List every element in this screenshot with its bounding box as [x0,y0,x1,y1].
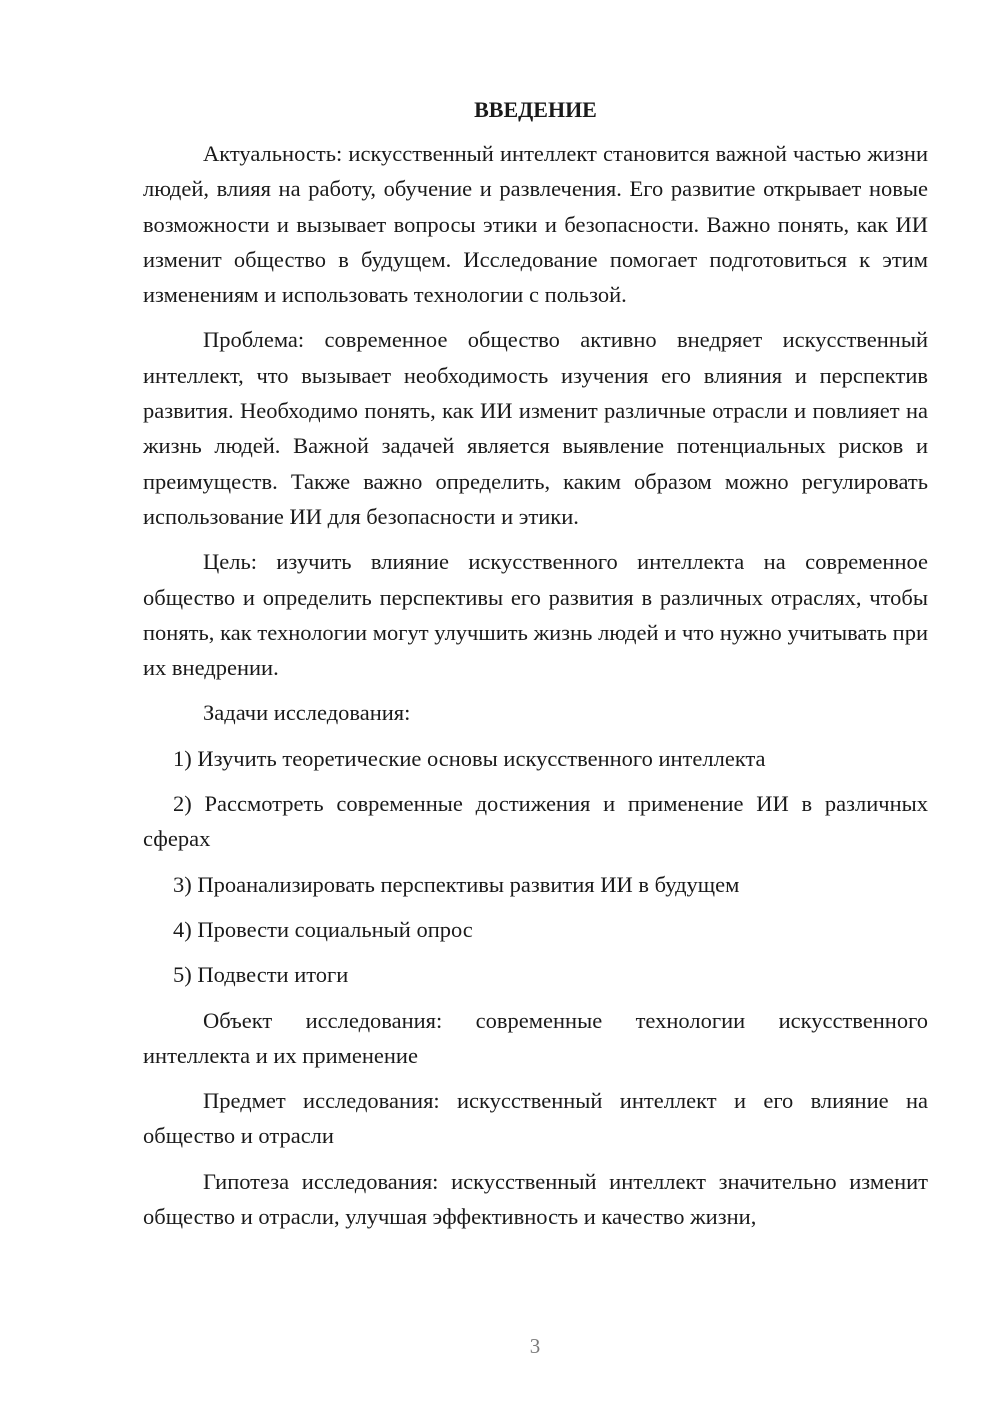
page-content [143,94,928,1234]
task-item-1: 1) Изучить теоретические основы искусственного интеллекта [173,745,766,771]
page-number: 3 [529,1334,541,1358]
task-item-5: 5) Подвести итоги [173,962,349,988]
task-item-3: 3) Проанализировать перспективы развития ИИ в будущем [173,871,740,897]
hypothesis-paragraph: Гипотеза исследования: искусственный интеллект значительно изменит общество и отрасли, улучшая эффективность и качество жизни, [143,1168,928,1230]
task-item-4: 4) Провести социальный опрос [173,916,473,942]
task-item-2: 2) Рассмотреть современные достижения и применение ИИ в различных сферах [143,791,928,852]
problem-paragraph: Проблема: современное общество активно внедряет искусственный интеллект, что вызывает необходимость изучения его влияния и перспектив развития. Необходимо понять, как ИИ изменит различные отрасли и повлияет на жизнь людей. Важной задачей является выявление потенциальных рисков и преимуществ. Также важно определить, каким образом можно регулировать использование ИИ для безопасности и этики. [143,327,928,529]
subject-paragraph: Предмет исследования: искусственный интеллект и его влияние на общество и отрасли [143,1088,928,1149]
relevance-paragraph: Актуальность: искусственный интеллект становится важной частью жизни людей, влияя на работу, обучение и развлечения. Его развитие открывает новые возможности и вызывает вопросы этики и безопасности. Важно понять, как ИИ изменит общество в будущем. Исследование помогает подготовиться к этим изменениям и использовать технологии с пользой. [143,141,928,308]
goal-paragraph: Цель: изучить влияние искусственного интеллекта на современное общество и определить перспективы его развития в различных отраслях, чтобы понять, как технологии могут улучшить жизнь людей и что нужно учитывать при их внедрении. [143,549,928,681]
tasks-title: Задачи исследования: [203,700,411,726]
page-title: ВВЕДЕНИЕ [474,97,597,122]
object-paragraph: Объект исследования: современные технологии искусственного интеллекта и их применение [143,1007,928,1068]
